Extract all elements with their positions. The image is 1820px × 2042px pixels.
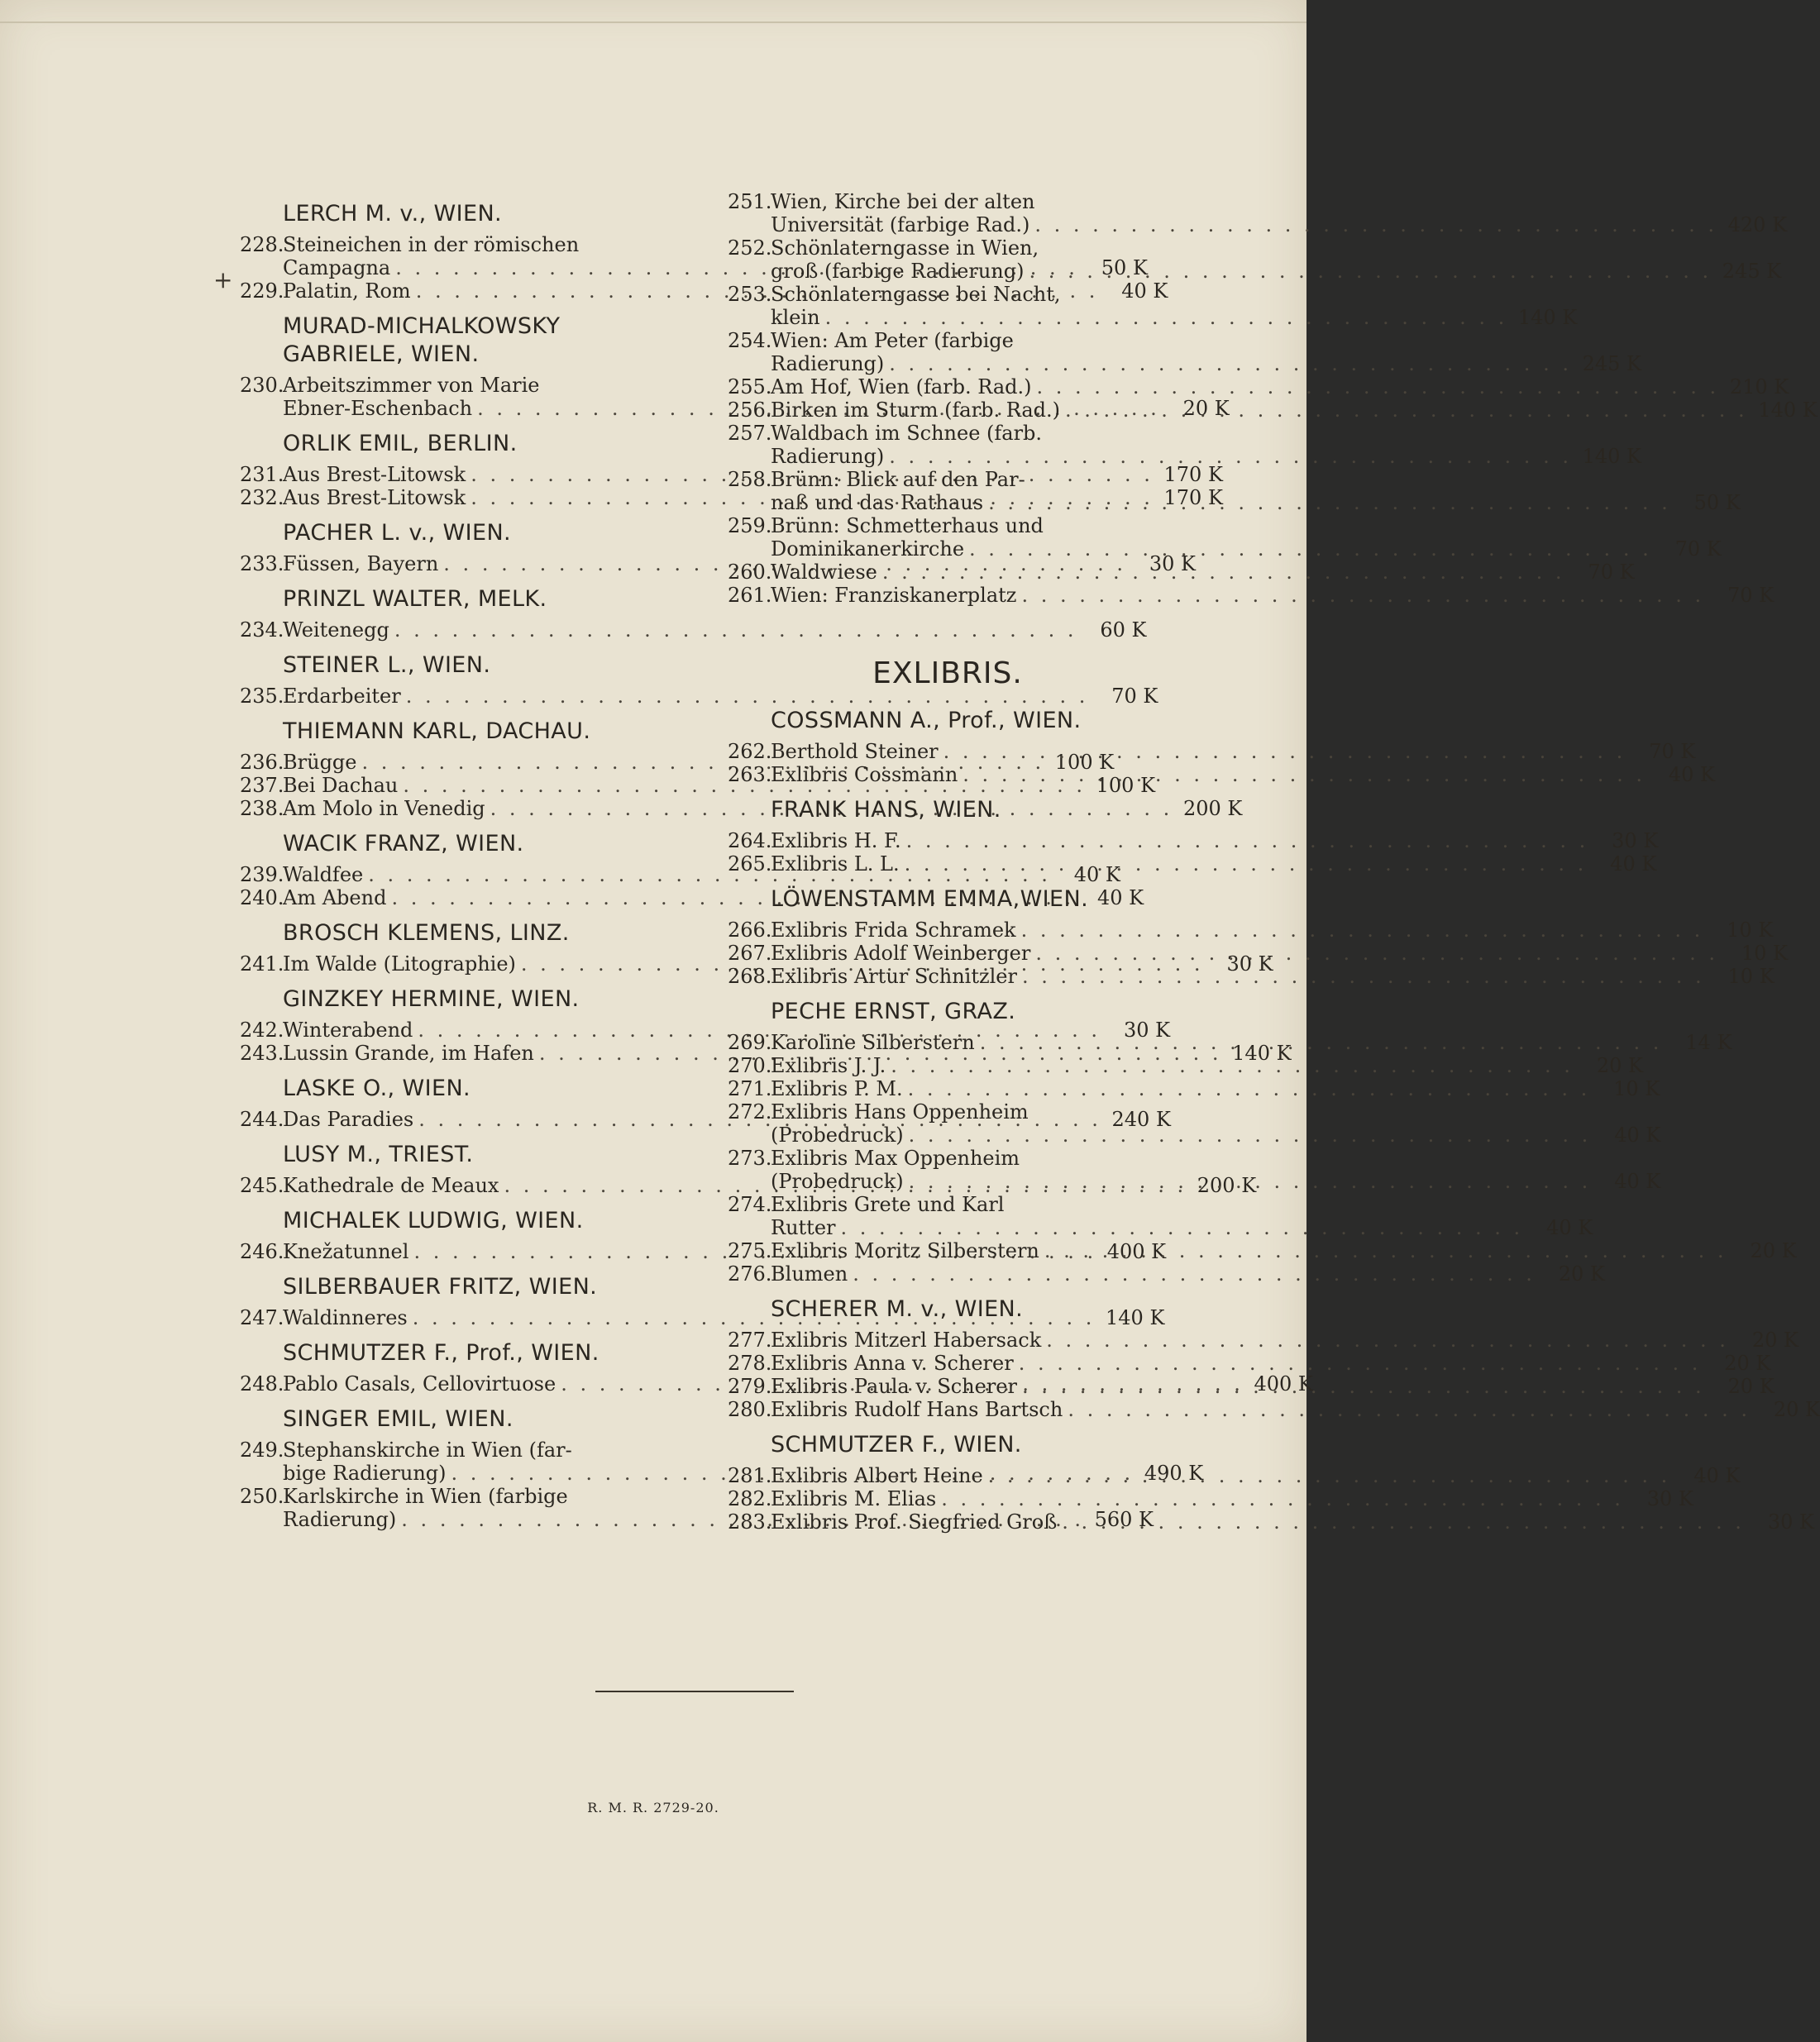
entry-number: 272. — [728, 1100, 772, 1124]
entry-number: 244. — [240, 1108, 284, 1131]
entry-price: 14 K — [1685, 1031, 1732, 1054]
entry-title-line: Am Hof, Wien (farb. Rad.) — [771, 375, 1032, 398]
leader-dots — [909, 1170, 1592, 1193]
entry-price: 210 K — [1729, 375, 1789, 398]
entry-price: 40 K — [1073, 863, 1120, 886]
entry-price: 30 K — [1149, 552, 1196, 575]
entry-number: 248. — [240, 1372, 284, 1396]
closing-rule — [595, 1691, 794, 1692]
entry-price: 30 K — [1612, 829, 1659, 852]
catalog-entry — [728, 1193, 1593, 1239]
leader-dots — [1021, 584, 1704, 607]
entry-title-line: Campagna — [283, 256, 391, 279]
entry-title-line: Exlibris Frida Schramek — [771, 918, 1016, 942]
leader-dots — [1034, 213, 1717, 236]
artist-heading: LERCH M. v., WIEN. — [283, 201, 503, 227]
entry-title-line: Exlibris Grete und Karl — [771, 1193, 1005, 1216]
entry-price: 20 K — [1751, 1329, 1799, 1352]
entry-title-line: Exlibris Anna v. Scherer — [771, 1352, 1014, 1375]
entry-title-line: Knežatunnel — [283, 1240, 409, 1263]
leader-dots — [988, 1464, 1671, 1487]
entry-number: 266. — [728, 918, 772, 942]
catalog-entry — [728, 283, 1578, 329]
entry-number: 231. — [240, 463, 284, 486]
leader-dots — [1044, 1239, 1727, 1262]
entry-title-line: Exlibris Artur Schnitzler — [771, 965, 1017, 988]
catalog-entry — [728, 236, 1782, 283]
entry-number: 265. — [728, 852, 772, 875]
section-heading-exlibris: EXLIBRIS. — [872, 656, 1023, 690]
entry-number: 263. — [728, 763, 772, 786]
entry-price: 560 K — [1094, 1508, 1154, 1531]
entry-title-line: Kathedrale de Meaux — [283, 1174, 499, 1197]
entry-number: 250. — [240, 1485, 284, 1508]
entry-price: 140 K — [1582, 445, 1641, 468]
entry-title-line: Brünn: Blick auf den Par- — [771, 468, 1025, 491]
entry-title-line: Schönlaterngasse in Wien, — [771, 236, 1039, 260]
artist-heading: ORLIK EMIL, BERLIN. — [283, 431, 518, 456]
entry-title-line: Waldwiese — [771, 561, 877, 584]
entry-number: 232. — [240, 486, 284, 509]
artist-heading: PACHER L. v., WIEN. — [283, 520, 512, 546]
entry-number: 281. — [728, 1464, 772, 1487]
entry-number: 252. — [728, 236, 772, 260]
entry-title-line: Wien: Am Peter (farbige — [771, 329, 1014, 352]
leader-dots — [841, 1216, 1524, 1239]
artist-heading: WACIK FRANZ, WIEN. — [283, 831, 524, 856]
entry-title-line: Lussin Grande, im Hafen — [283, 1042, 534, 1065]
entry-price: 100 K — [1096, 774, 1156, 797]
catalog-entry — [240, 1019, 1171, 1042]
leader-dots — [1035, 942, 1718, 965]
catalog-entry — [728, 965, 1775, 988]
entry-price: 170 K — [1163, 463, 1223, 486]
entry-number: 279. — [728, 1375, 772, 1398]
entry-price: 20 K — [1596, 1054, 1643, 1077]
entry-number: 246. — [240, 1240, 284, 1263]
entry-title-line: Brünn: Schmetterhaus und — [771, 514, 1044, 537]
entry-number: 274. — [728, 1193, 772, 1216]
entry-price: 400 K — [1106, 1240, 1167, 1263]
leader-dots — [1046, 1329, 1729, 1352]
entry-price: 100 K — [1054, 751, 1115, 774]
entry-title-line: Exlibris Paula v. Scherer — [771, 1375, 1017, 1398]
entry-title-line: Stephanskirche in Wien (far- — [283, 1438, 572, 1462]
entry-title-line: Exlibris Prof. Siegfried Groß — [771, 1510, 1058, 1534]
entry-title-line: Radierung) — [283, 1508, 397, 1531]
catalog-entry — [728, 190, 1788, 236]
catalog-entry — [728, 1510, 1814, 1534]
catalog-entry — [728, 422, 1641, 468]
entry-number: 260. — [728, 561, 772, 584]
entry-price: 70 K — [1588, 561, 1635, 584]
entry-title-line: (Probedruck) — [771, 1124, 904, 1147]
entry-title-line: Blumen — [771, 1262, 848, 1286]
entry-title-line: bige Radierung) — [283, 1462, 447, 1485]
entry-number: 271. — [728, 1077, 772, 1100]
entry-title-line: Exlibris Rudolf Hans Bartsch — [771, 1398, 1063, 1421]
entry-price: 200 K — [1197, 1174, 1257, 1197]
entry-title-line: Schönlaterngasse bei Nacht, — [771, 283, 1061, 306]
entry-number: 235. — [240, 685, 284, 708]
entry-price: 140 K — [1232, 1042, 1292, 1065]
catalog-entry — [240, 685, 1158, 708]
artist-heading: LÖWENSTAMM EMMA,WIEN. — [771, 886, 1089, 912]
entry-price: 10 K — [1741, 942, 1788, 965]
entry-number: 238. — [240, 797, 284, 820]
entry-price: 20 K — [1727, 1375, 1775, 1398]
entry-number: 276. — [728, 1262, 772, 1286]
entry-price: 140 K — [1517, 306, 1578, 329]
entry-title-line: Bei Dachau — [283, 774, 399, 797]
entry-number: 278. — [728, 1352, 772, 1375]
entry-title-line: Exlibris Albert Heine — [771, 1464, 983, 1487]
entry-number: 240. — [240, 886, 284, 909]
artist-heading: MICHALEK LUDWIG, WIEN. — [283, 1208, 584, 1233]
artist-heading: LUSY M., TRIEST. — [283, 1142, 474, 1167]
leader-dots — [941, 1487, 1624, 1510]
artist-heading: SCHMUTZER F., WIEN. — [771, 1432, 1022, 1458]
entry-price: 40 K — [1614, 1170, 1661, 1193]
entry-number: 233. — [240, 552, 284, 575]
entry-number: 254. — [728, 329, 772, 352]
catalog-entry — [728, 329, 1641, 375]
entry-title-line: Exlibris Cossmann — [771, 763, 958, 786]
entry-title-line: Pablo Casals, Cellovirtuose — [283, 1372, 557, 1396]
entry-price: 20 K — [1724, 1352, 1771, 1375]
entry-title-line: Das Paradies — [283, 1108, 414, 1131]
catalog-entry — [728, 1054, 1643, 1077]
entry-price: 70 K — [1674, 537, 1722, 561]
entry-number: 249. — [240, 1438, 284, 1462]
entry-title-line: Karoline Silberstern — [771, 1031, 975, 1054]
leader-dots — [1019, 1352, 1702, 1375]
entry-number: 275. — [728, 1239, 772, 1262]
leader-dots — [1068, 1398, 1751, 1421]
entry-price: 40 K — [1610, 852, 1657, 875]
entry-price: 10 K — [1727, 918, 1774, 942]
entry-number: 262. — [728, 740, 772, 763]
entry-price: 40 K — [1668, 763, 1715, 786]
entry-title-line: Exlibris J. J. — [771, 1054, 886, 1077]
entry-number: 228. — [240, 233, 284, 256]
catalog-entry — [728, 1262, 1605, 1286]
entry-price: 20 K — [1558, 1262, 1605, 1286]
leader-dots — [1022, 965, 1705, 988]
entry-price: 240 K — [1111, 1108, 1171, 1131]
entry-price: 490 K — [1144, 1462, 1204, 1485]
entry-number: 239. — [240, 863, 284, 886]
entry-number: 269. — [728, 1031, 772, 1054]
entry-number: 261. — [728, 584, 772, 607]
entry-price: 200 K — [1182, 797, 1243, 820]
leader-dots — [1022, 1375, 1705, 1398]
artist-heading: FRANK HANS, WIEN. — [771, 797, 1001, 823]
entry-number: 264. — [728, 829, 772, 852]
catalog-entry — [728, 1487, 1693, 1510]
entry-price: 40 K — [1546, 1216, 1593, 1239]
catalog-entry — [728, 1239, 1797, 1262]
leader-dots — [909, 1124, 1592, 1147]
entry-price: 70 K — [1111, 685, 1158, 708]
entry-title-line: Weitenegg — [283, 618, 389, 642]
entry-title-line: Steineichen in der römischen — [283, 233, 580, 256]
entry-number: 255. — [728, 375, 772, 398]
entry-price: 20 K — [1773, 1398, 1820, 1421]
entry-price: 20 K — [1182, 397, 1230, 420]
entry-number: 236. — [240, 751, 284, 774]
leader-dots — [963, 763, 1646, 786]
entry-title-line: Wien, Kirche bei der alten — [771, 190, 1035, 213]
entry-price: 245 K — [1722, 260, 1782, 283]
catalog-entry — [728, 763, 1715, 786]
print-reference: R. M. R. 2729-20. — [587, 1800, 719, 1815]
entry-price: 40 K — [1121, 279, 1168, 303]
entry-title-line: Exlibris Max Oppenheim — [771, 1147, 1020, 1170]
catalog-entry — [728, 1352, 1771, 1375]
catalog-entry — [728, 852, 1657, 875]
leader-dots — [1021, 918, 1704, 942]
catalog-entry — [728, 1077, 1660, 1100]
entry-title-line: Universität (farbige Rad.) — [771, 213, 1030, 236]
leader-dots — [943, 740, 1627, 763]
entry-number: 258. — [728, 468, 772, 491]
entry-title-line: Exlibris M. Elias — [771, 1487, 937, 1510]
entry-number: 251. — [728, 190, 772, 213]
entry-number: 257. — [728, 422, 772, 445]
catalog-entry — [728, 740, 1696, 763]
entry-number: 268. — [728, 965, 772, 988]
entry-price: 70 K — [1649, 740, 1696, 763]
entry-title-line: Aus Brest-Litowsk — [283, 486, 466, 509]
artist-heading: PECHE ERNST, GRAZ. — [771, 999, 1016, 1024]
catalog-entry — [728, 375, 1789, 398]
entry-number: 237. — [240, 774, 284, 797]
artist-heading: SINGER EMIL, WIEN. — [283, 1406, 514, 1432]
entry-title-line: Exlibris Mitzerl Habersack — [771, 1329, 1042, 1352]
leader-dots — [1037, 375, 1720, 398]
leader-dots — [889, 352, 1572, 375]
leader-dots — [906, 829, 1589, 852]
entry-title-line: (Probedruck) — [771, 1170, 904, 1193]
entry-title-line: Waldfee — [283, 863, 364, 886]
entry-number: 229. — [240, 279, 284, 303]
entry-price: 420 K — [1727, 213, 1788, 236]
entry-price: 30 K — [1767, 1510, 1814, 1534]
page-edge-line — [0, 21, 1306, 23]
entry-title-line: Ebner-Eschenbach — [283, 397, 473, 420]
entry-number: 242. — [240, 1019, 284, 1042]
margin-pencil-mark: + — [213, 266, 233, 293]
entry-title-line: Karlskirche in Wien (farbige — [283, 1485, 568, 1508]
entry-price: 400 K — [1254, 1372, 1313, 1396]
artist-heading: MURAD-MICHALKOWSKY GABRIELE, WIEN. — [283, 313, 561, 367]
entry-number: 247. — [240, 1306, 284, 1329]
entry-number: 270. — [728, 1054, 772, 1077]
entry-number: 256. — [728, 398, 772, 422]
entry-number: 267. — [728, 942, 772, 965]
entry-title-line: Birken im Sturm (farb. Rad.) — [771, 398, 1061, 422]
leader-dots — [969, 537, 1652, 561]
entry-price: 140 K — [1758, 398, 1818, 422]
entry-title-line: klein — [771, 306, 820, 329]
entry-price: 170 K — [1163, 486, 1223, 509]
entry-number: 241. — [240, 952, 284, 976]
leader-dots — [891, 1054, 1574, 1077]
entry-title-line: Exlibris H. F. — [771, 829, 901, 852]
entry-title-line: Am Abend — [283, 886, 387, 909]
entry-number: 282. — [728, 1487, 772, 1510]
entry-number: 234. — [240, 618, 284, 642]
entry-title-line: naß und das Rathaus — [771, 491, 984, 514]
entry-title-line: Exlibris L. L. — [771, 852, 900, 875]
entry-price: 30 K — [1123, 1019, 1171, 1042]
artist-heading: COSSMANN A., Prof., WIEN. — [771, 708, 1082, 733]
entry-number: 253. — [728, 283, 772, 306]
entry-title-line: Radierung) — [771, 352, 885, 375]
entry-price: 70 K — [1727, 584, 1775, 607]
catalog-entry — [240, 618, 1147, 642]
entry-title-line: groß (farbige Radierung) — [771, 260, 1025, 283]
catalog-entry — [728, 584, 1775, 607]
entry-number: 245. — [240, 1174, 284, 1197]
artist-heading: SILBERBAUER FRITZ, WIEN. — [283, 1274, 598, 1300]
entry-price: 50 K — [1101, 256, 1148, 279]
artist-heading: GINZKEY HERMINE, WIEN. — [283, 986, 580, 1012]
entry-price: 40 K — [1693, 1464, 1741, 1487]
entry-number: 230. — [240, 374, 284, 397]
leader-dots — [905, 852, 1588, 875]
entry-title-line: Waldbach im Schnee (farb. — [771, 422, 1043, 445]
entry-number: 273. — [728, 1147, 772, 1170]
leader-dots — [980, 1031, 1663, 1054]
entry-title-line: Exlibris P. M. — [771, 1077, 903, 1100]
catalog-entry — [728, 1100, 1661, 1147]
entry-price: 140 K — [1106, 1306, 1165, 1329]
entry-price: 30 K — [1646, 1487, 1693, 1510]
leader-dots — [908, 1077, 1591, 1100]
artist-heading: THIEMANN KARL, DACHAU. — [283, 718, 591, 744]
entry-price: 10 K — [1613, 1077, 1660, 1100]
entry-number: 243. — [240, 1042, 284, 1065]
entry-title-line: Winterabend — [283, 1019, 413, 1042]
leader-dots — [1065, 398, 1748, 422]
leader-dots — [889, 445, 1572, 468]
entry-title-line: Am Molo in Venedig — [283, 797, 485, 820]
entry-number: 283. — [728, 1510, 772, 1534]
entry-title-line: Erdarbeiter — [283, 685, 401, 708]
entry-title-line: Exlibris Hans Oppenheim — [771, 1100, 1029, 1124]
catalog-entry — [728, 1329, 1799, 1352]
entry-title-line: Aus Brest-Litowsk — [283, 463, 466, 486]
catalog-entry — [728, 829, 1659, 852]
entry-title-line: Waldinneres — [283, 1306, 408, 1329]
leader-dots — [882, 561, 1565, 584]
catalog-entry — [728, 514, 1722, 561]
catalog-entry — [728, 918, 1774, 942]
entry-title-line: Arbeitszimmer von Marie — [283, 374, 540, 397]
entry-price: 50 K — [1693, 491, 1741, 514]
entry-title-line: Palatin, Rom — [283, 279, 411, 303]
artist-heading: BROSCH KLEMENS, LINZ. — [283, 920, 570, 946]
entry-title-line: Exlibris Moritz Silberstern — [771, 1239, 1039, 1262]
entry-title-line: Füssen, Bayern — [283, 552, 439, 575]
entry-number: 259. — [728, 514, 772, 537]
entry-title-line: Berthold Steiner — [771, 740, 939, 763]
leader-dots — [988, 491, 1671, 514]
catalog-entry — [728, 1398, 1820, 1421]
entry-number: 280. — [728, 1398, 772, 1421]
entry-price: 245 K — [1582, 352, 1641, 375]
leader-dots — [1029, 260, 1713, 283]
entry-title-line: Rutter — [771, 1216, 836, 1239]
entry-title-line: Brügge — [283, 751, 357, 774]
entry-price: 40 K — [1614, 1124, 1661, 1147]
entry-price: 60 K — [1100, 618, 1147, 642]
entry-price: 40 K — [1096, 886, 1144, 909]
artist-heading: STEINER L., WIEN. — [283, 652, 491, 678]
entry-title-line: Wien: Franziskanerplatz — [771, 584, 1017, 607]
entry-title-line: Radierung) — [771, 445, 885, 468]
entry-title-line: Im Walde (Litographie) — [283, 952, 516, 976]
entry-price: 30 K — [1226, 952, 1273, 976]
entry-price: 10 K — [1727, 965, 1775, 988]
artist-heading: LASKE O., WIEN. — [283, 1076, 471, 1101]
entry-price: 20 K — [1750, 1239, 1797, 1262]
entry-number: 277. — [728, 1329, 772, 1352]
artist-heading: PRINZL WALTER, MELK. — [283, 586, 547, 612]
artist-heading: SCHERER M. v., WIEN. — [771, 1296, 1024, 1322]
artist-heading: SCHMUTZER F., Prof., WIEN. — [283, 1340, 600, 1366]
leader-dots — [1062, 1510, 1745, 1534]
leader-dots — [825, 306, 1508, 329]
entry-title-line: Dominikanerkirche — [771, 537, 965, 561]
leader-dots — [853, 1262, 1536, 1286]
entry-title-line: Exlibris Adolf Weinberger — [771, 942, 1031, 965]
